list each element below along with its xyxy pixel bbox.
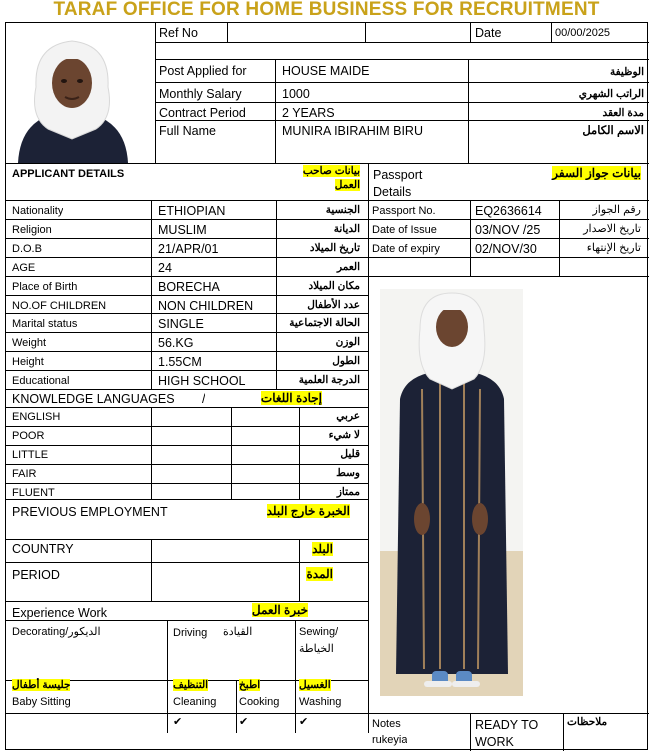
language-level-label: FLUENT	[12, 487, 55, 499]
language-level-label-ar: ممتاز	[336, 486, 360, 498]
applicant-row-value[interactable]: NON CHILDREN	[158, 299, 254, 313]
passport-row-value[interactable]: 02/NOV/30	[475, 242, 537, 256]
cleaning-label: Cleaning	[173, 696, 217, 708]
applicant-row-label: NO.OF CHILDREN	[12, 300, 107, 312]
passport-details-header-ar: بيانات جواز السفر	[552, 166, 641, 180]
language-level-label-ar: عربي	[336, 410, 360, 422]
contract-period-ar: مدة العقد	[602, 107, 644, 119]
applicant-row-label: D.O.B	[12, 243, 42, 255]
knowledge-languages-header-ar: إجادة اللغات	[260, 391, 322, 405]
monthly-salary-value[interactable]: 1000	[282, 87, 310, 101]
experience-work-header-ar: خبرة العمل	[251, 603, 308, 617]
full-name-ar: الاسم الكامل	[582, 125, 644, 137]
applicant-row-label-ar: عدد الأطفال	[307, 299, 360, 311]
experience-work-header: Experience Work	[12, 606, 107, 620]
applicant-row-label-ar: الدرجة العلمية	[298, 374, 360, 386]
passport-row-label: Date of Issue	[372, 224, 437, 236]
notes-label: Notes	[372, 718, 401, 730]
applicant-row-label: Height	[12, 356, 44, 368]
applicant-row-label-ar: تاريخ الميلاد	[309, 242, 360, 254]
language-level-label: ENGLISH	[12, 411, 61, 423]
ref-no-label: Ref No	[159, 26, 198, 40]
applicant-row-value[interactable]: 1.55CM	[158, 355, 202, 369]
language-level-label: LITTLE	[12, 449, 49, 461]
applicant-details-header-ar: بيانات صاحب العمل	[302, 165, 360, 191]
cooking-label: Cooking	[239, 696, 280, 708]
applicant-headshot-photo	[10, 29, 134, 163]
applicant-row-label-ar: الحالة الاجتماعية	[289, 317, 360, 329]
cleaning-label-ar: التنظيف	[173, 679, 209, 691]
sewing-label-ar: الخياطة	[299, 643, 334, 655]
passport-details-header: Passport Details	[373, 168, 423, 199]
previous-employment-header: PREVIOUS EMPLOYMENT	[12, 505, 168, 519]
applicant-row-label: Marital status	[12, 318, 78, 330]
knowledge-languages-slash: /	[202, 392, 206, 406]
country-label: COUNTRY	[12, 542, 74, 556]
sewing-label: Sewing/	[299, 626, 339, 638]
cooking-label-ar: اطبخ	[239, 679, 261, 691]
monthly-salary-ar: الراتب الشهري	[578, 88, 644, 100]
cooking-check-icon[interactable]: ✔	[239, 716, 249, 728]
applicant-row-label-ar: الجنسية	[325, 204, 360, 216]
notes-value[interactable]: rukeyia	[372, 734, 408, 746]
ready-to-work-status: READY TO WORK	[475, 718, 539, 749]
cv-form	[5, 22, 648, 750]
date-value[interactable]: 00/00/2025	[555, 27, 611, 39]
applicant-row-label-ar: العمر	[336, 261, 360, 273]
applicant-row-label: Religion	[12, 224, 52, 236]
applicant-details-header: APPLICANT DETAILS	[12, 168, 125, 180]
applicant-row-label: Weight	[12, 337, 47, 349]
post-applied-ar: الوظيفة	[609, 66, 644, 78]
applicant-row-value[interactable]: ETHIOPIAN	[158, 204, 226, 218]
applicant-row-value[interactable]: SINGLE	[158, 317, 204, 331]
passport-row-label-ar: تاريخ الاصدار	[583, 223, 641, 235]
country-label-ar: البلد	[312, 542, 333, 556]
passport-row-label-ar: تاريخ الإنتهاء	[586, 242, 641, 254]
applicant-row-value[interactable]: 24	[158, 261, 172, 275]
passport-row-value[interactable]: EQ2636614	[475, 204, 542, 218]
full-name-label: Full Name	[159, 124, 216, 138]
period-label-ar: المدة	[306, 567, 333, 581]
period-label: PERIOD	[12, 568, 60, 582]
applicant-row-label: Place of Birth	[12, 281, 78, 293]
full-name-value[interactable]: MUNIRA IBIRAHIM BIRU	[282, 124, 423, 138]
applicant-row-label-ar: الديانة	[333, 223, 360, 235]
applicant-fullbody-photo	[380, 289, 523, 696]
remarks-label-ar: ملاحظات	[567, 716, 608, 728]
applicant-row-label-ar: مكان الميلاد	[308, 280, 360, 292]
language-level-label: POOR	[12, 430, 45, 442]
passport-row-label: Passport No.	[372, 205, 436, 217]
post-applied-value[interactable]: HOUSE MAIDE	[282, 64, 370, 78]
applicant-row-value[interactable]: 21/APR/01	[158, 242, 219, 256]
driving-label: Driving	[173, 627, 208, 639]
baby-sitting-label-ar: جليسة أطفال	[12, 679, 71, 691]
applicant-row-value[interactable]: MUSLIM	[158, 223, 207, 237]
monthly-salary-label: Monthly Salary	[159, 87, 242, 101]
passport-row-label: Date of expiry	[372, 243, 440, 255]
contract-period-label: Contract Period	[159, 106, 246, 120]
applicant-row-label: AGE	[12, 262, 36, 274]
post-applied-label: Post Applied for	[159, 64, 247, 78]
language-level-label-ar: قليل	[340, 448, 360, 460]
applicant-row-label-ar: الوزن	[335, 336, 360, 348]
decorating-label: Decorating/الديكور	[12, 626, 101, 638]
knowledge-languages-header: KNOWLEDGE LANGUAGES	[12, 392, 175, 406]
applicant-row-label-ar: الطول	[332, 355, 360, 367]
language-level-label: FAIR	[12, 468, 37, 480]
applicant-row-value[interactable]: 56.KG	[158, 336, 194, 350]
previous-employment-header-ar: الخبرة خارج البلد	[266, 504, 350, 518]
baby-sitting-label: Baby Sitting	[12, 696, 71, 708]
applicant-row-label: Educational	[12, 375, 70, 387]
passport-row-label-ar: رقم الجواز	[592, 204, 641, 216]
date-label: Date	[475, 26, 502, 40]
passport-row-value[interactable]: 03/NOV /25	[475, 223, 541, 237]
washing-label-ar: الغسيل	[299, 679, 331, 691]
washing-check-icon[interactable]: ✔	[299, 716, 309, 728]
applicant-row-value[interactable]: BORECHA	[158, 280, 220, 294]
language-level-label-ar: لا شيء	[328, 429, 360, 441]
page-title: TARAF OFFICE FOR HOME BUSINESS FOR RECRUITMENT	[53, 0, 600, 20]
washing-label: Washing	[299, 696, 342, 708]
contract-period-value[interactable]: 2 YEARS	[282, 106, 335, 120]
driving-label-ar: القيادة	[223, 626, 253, 638]
language-level-label-ar: وسط	[336, 467, 360, 479]
cleaning-check-icon[interactable]: ✔	[173, 716, 183, 728]
applicant-row-value[interactable]: HIGH SCHOOL	[158, 374, 246, 388]
applicant-row-label: Nationality	[12, 205, 64, 217]
